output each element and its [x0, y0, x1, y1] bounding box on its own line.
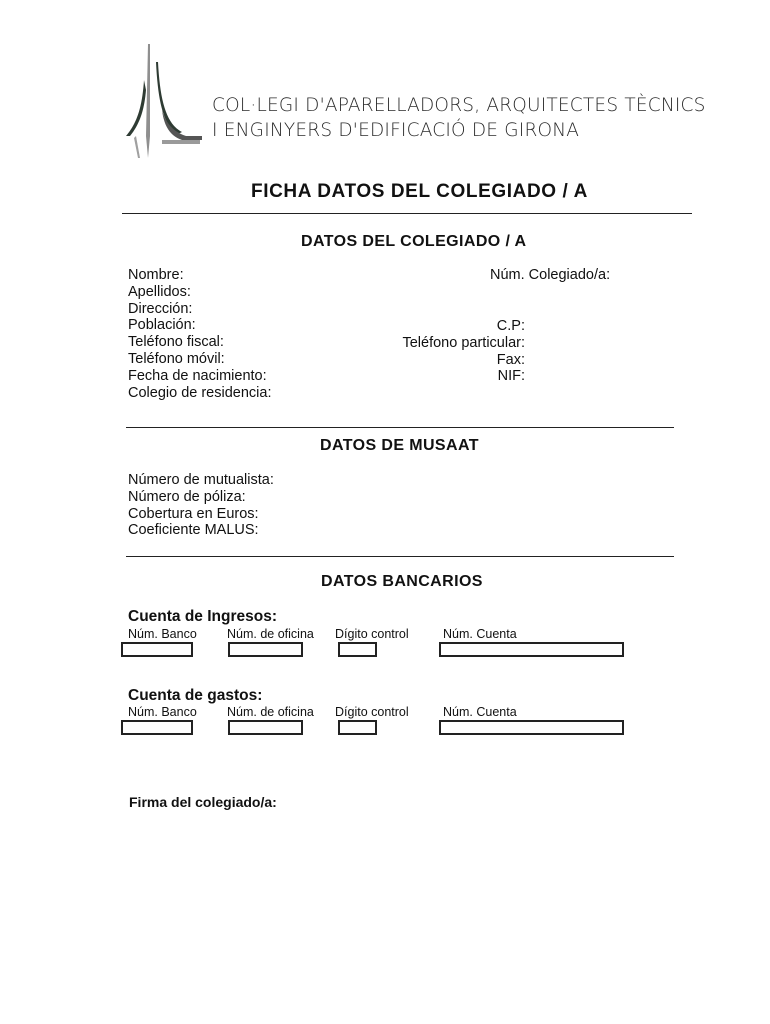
- gastos-col-banco-label: Núm. Banco: [128, 705, 197, 719]
- gastos-cuenta-input[interactable]: [439, 720, 624, 735]
- ingresos-col-digito-label: Dígito control: [335, 627, 409, 641]
- gastos-col-cuenta-label: Núm. Cuenta: [443, 705, 517, 719]
- field-cobertura-euros: Cobertura en Euros:: [128, 505, 259, 522]
- gastos-col-oficina-label: Núm. de oficina: [227, 705, 314, 719]
- cuenta-ingresos-label: Cuenta de Ingresos:: [128, 608, 277, 625]
- field-telefono-particular: Teléfono particular:: [402, 334, 525, 351]
- field-telefono-fiscal: Teléfono fiscal:: [128, 334, 224, 351]
- field-numero-poliza: Número de póliza:: [128, 488, 246, 505]
- field-cp: C.P:: [496, 318, 525, 334]
- field-fax: Fax:: [496, 351, 525, 368]
- musaat-fields: [128, 472, 274, 539]
- ingresos-banco-input[interactable]: [121, 642, 193, 657]
- colegiado-right-fields: [380, 318, 525, 385]
- gastos-col-digito-label: Dígito control: [335, 705, 409, 719]
- field-nombre: Nombre:: [128, 267, 184, 283]
- field-num-colegiado-label: Núm. Colegiado/a:: [490, 267, 611, 283]
- ingresos-digito-input[interactable]: [338, 642, 377, 657]
- title-divider: [122, 213, 692, 214]
- gastos-banco-input[interactable]: [121, 720, 193, 735]
- college-logo-icon: [122, 40, 206, 162]
- section-heading-bancarios: DATOS BANCARIOS: [321, 573, 483, 590]
- field-direccion: Dirección:: [128, 300, 193, 317]
- gastos-oficina-input[interactable]: [228, 720, 303, 735]
- ingresos-col-oficina-label: Núm. de oficina: [227, 627, 314, 641]
- ingresos-col-banco-label: Núm. Banco: [128, 627, 197, 641]
- musaat-divider: [126, 556, 674, 557]
- field-apellidos: Apellidos:: [128, 283, 191, 300]
- field-numero-mutualista: Número de mutualista:: [128, 472, 274, 488]
- organization-name-line-1: COL·LEGI D'APARELLADORS, ARQUITECTES TÈCNICS: [212, 95, 706, 116]
- field-colegio-residencia: Colegio de residencia:: [128, 384, 272, 401]
- field-coeficiente-malus: Coeficiente MALUS:: [128, 522, 259, 539]
- ingresos-col-cuenta-label: Núm. Cuenta: [443, 627, 517, 641]
- field-poblacion: Población:: [128, 317, 196, 334]
- cuenta-gastos-label: Cuenta de gastos:: [128, 687, 263, 704]
- organization-name: [212, 93, 706, 143]
- page-title: FICHA DATOS DEL COLEGIADO / A: [251, 181, 588, 202]
- gastos-digito-input[interactable]: [338, 720, 377, 735]
- field-num-colegiado: [490, 267, 610, 284]
- colegiado-divider: [126, 427, 674, 428]
- field-nif: NIF:: [497, 368, 525, 385]
- organization-name-line-2: I ENGINYERS D'EDIFICACIÓ DE GIRONA: [212, 120, 580, 141]
- colegiado-left-fields: [128, 267, 271, 401]
- ingresos-oficina-input[interactable]: [228, 642, 303, 657]
- firma-label: Firma del colegiado/a:: [129, 794, 277, 810]
- section-heading-colegiado: DATOS DEL COLEGIADO / A: [301, 233, 527, 250]
- field-fecha-nacimiento: Fecha de nacimiento:: [128, 367, 267, 384]
- ingresos-cuenta-input[interactable]: [439, 642, 624, 657]
- section-heading-musaat: DATOS DE MUSAAT: [320, 437, 479, 454]
- field-telefono-movil: Teléfono móvil:: [128, 350, 225, 367]
